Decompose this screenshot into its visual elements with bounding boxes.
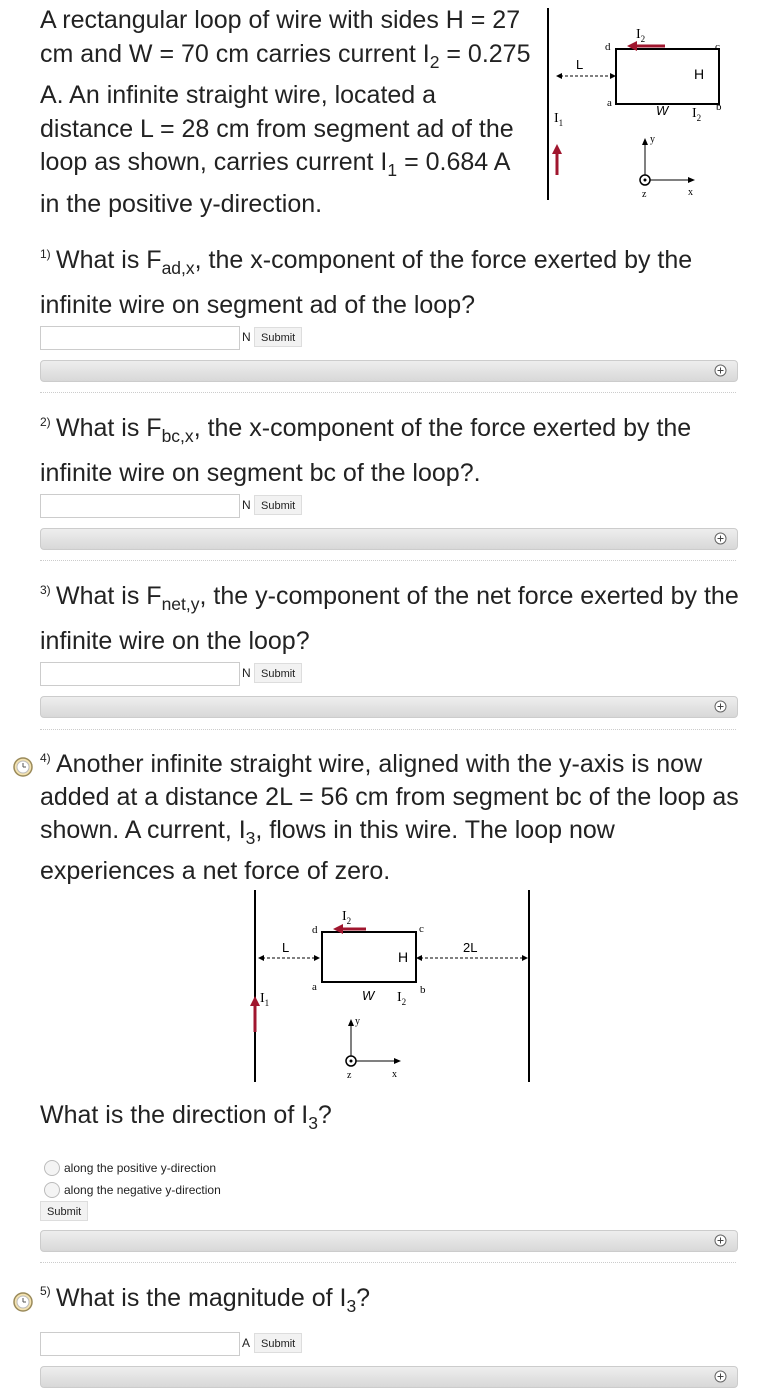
answer-input-3[interactable] xyxy=(40,662,240,686)
unit-label: A xyxy=(242,1336,251,1350)
radio-button[interactable] xyxy=(44,1160,60,1176)
answer-input-2[interactable] xyxy=(40,494,240,518)
h-label: H xyxy=(694,66,705,82)
timer-icon xyxy=(12,755,34,777)
i2-label-top: $I_2$ xyxy=(636,27,646,44)
divider xyxy=(40,392,736,393)
hint-bar-2[interactable] xyxy=(40,528,738,550)
hint-bar-4[interactable] xyxy=(40,1230,738,1252)
x-axis-label: x xyxy=(688,187,693,198)
question-2-text: What is $F_{bc,x}$, the x-component of the force exerted by the infinite wire on segment bc of the loop?. xyxy=(40,414,692,487)
question-number: 4) xyxy=(40,751,51,765)
question-4-prompt: What is the direction of $I_3$? xyxy=(40,1101,332,1133)
corner-a: a xyxy=(607,97,612,109)
problem-statement: A rectangular loop of wire with sides H = 27 cm and W = 70 cm carries current $I_2 = 0.275$ A. An infinite straight wire, located a distance L = 28 cm from segment ad of the loop as shown, carries current $I_1 = 0.684$ A in the positive y-direction. xyxy=(40,6,531,218)
radio-button[interactable] xyxy=(44,1182,60,1198)
submit-button-2[interactable]: Submit xyxy=(254,495,302,515)
submit-button-1[interactable]: Submit xyxy=(254,327,302,347)
submit-button-3[interactable]: Submit xyxy=(254,663,302,683)
divider xyxy=(40,1262,736,1263)
l-label: L xyxy=(576,57,584,72)
corner-c: c xyxy=(715,41,720,53)
submit-button-4[interactable]: Submit xyxy=(40,1201,88,1221)
2l-label: 2L xyxy=(463,940,478,955)
i2-label-top: $I_2$ xyxy=(342,909,352,926)
submit-button-5[interactable]: Submit xyxy=(254,1333,302,1353)
i2-label-bottom: $I_2$ xyxy=(692,106,702,123)
answer-input-1[interactable] xyxy=(40,326,240,350)
unit-label: N xyxy=(242,330,251,344)
corner-a: a xyxy=(312,981,317,993)
expand-plus-icon[interactable] xyxy=(714,700,727,713)
question-number: 1) xyxy=(40,247,51,261)
question-number: 2) xyxy=(40,415,51,429)
w-label: W xyxy=(656,103,669,118)
expand-plus-icon[interactable] xyxy=(714,532,727,545)
i2-label-bottom: $I_2$ xyxy=(397,990,407,1007)
h-label: H xyxy=(398,949,409,965)
z-axis-label: z xyxy=(347,1070,352,1081)
corner-b: b xyxy=(716,101,722,113)
corner-d: d xyxy=(605,41,611,53)
i1-label: $I_1$ xyxy=(554,111,564,128)
unit-label: N xyxy=(242,666,251,680)
x-axis-label: x xyxy=(392,1069,397,1080)
loop-two-wires-diagram xyxy=(240,885,550,1085)
corner-d: d xyxy=(312,924,318,936)
divider xyxy=(40,560,736,561)
expand-plus-icon[interactable] xyxy=(714,1234,727,1247)
loop-wire-diagram xyxy=(540,0,770,210)
question-number: 5) xyxy=(40,1284,51,1298)
l-label: L xyxy=(282,940,290,955)
question-4-text: Another infinite straight wire, aligned with the y-axis is now added at a distance 2L = 56 cm from segment bc of the loop as shown. A current, $I_3$, flows in this wire. The loop now experiences a net force of zero. xyxy=(40,750,739,885)
i1-label: $I_1$ xyxy=(260,991,270,1008)
timer-icon xyxy=(12,1290,34,1312)
question-5-text: What is the magnitude of $I_3$? xyxy=(56,1284,371,1316)
expand-plus-icon[interactable] xyxy=(714,364,727,377)
question-number: 3) xyxy=(40,583,51,597)
hint-bar-3[interactable] xyxy=(40,696,738,718)
answer-input-5[interactable] xyxy=(40,1332,240,1356)
y-axis-label: y xyxy=(355,1016,360,1027)
hint-bar-5[interactable] xyxy=(40,1366,738,1388)
radio-option-negative[interactable]: along the negative y-direction xyxy=(44,1182,221,1200)
unit-label: N xyxy=(242,498,251,512)
radio-option-positive[interactable]: along the positive y-direction xyxy=(44,1160,216,1178)
hint-bar-1[interactable] xyxy=(40,360,738,382)
question-3-text: What is $F_{net,y}$, the y-component of the net force exerted by the infinite wire on the loop? xyxy=(40,582,739,655)
z-axis-label: z xyxy=(642,189,647,200)
w-label: W xyxy=(362,988,375,1003)
divider xyxy=(40,729,736,730)
corner-b: b xyxy=(420,984,426,996)
question-1-text: What is $F_{ad,x}$, the x-component of the force exerted by the infinite wire on segment ad of the loop? xyxy=(40,246,693,319)
corner-c: c xyxy=(419,923,424,935)
expand-plus-icon[interactable] xyxy=(714,1370,727,1383)
y-axis-label: y xyxy=(650,134,655,145)
